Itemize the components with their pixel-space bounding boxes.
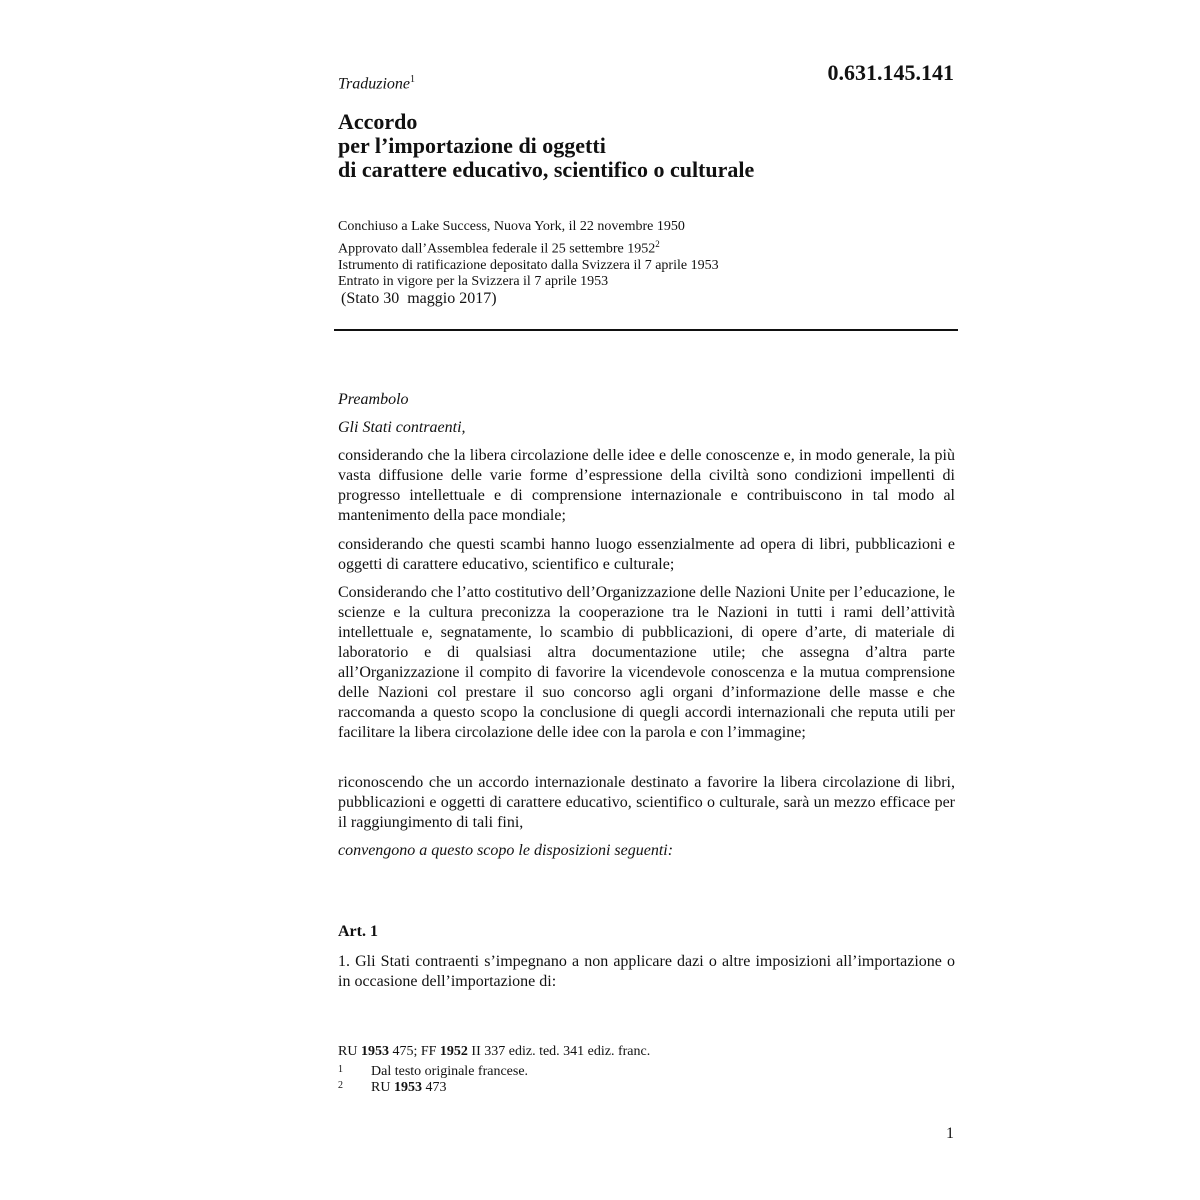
footnote-ref-1: 1 xyxy=(410,74,416,85)
preamble-paragraph-2: considerando che questi scambi hanno luogo essenzialmente ad opera di libri, pubblicazioni e oggetti di carattere educativo, scientifico e culturale; xyxy=(338,536,955,573)
status-date: (Stato 30 maggio 2017) xyxy=(341,290,497,307)
footnote-2-year: 1953 xyxy=(393,1080,422,1095)
meta-concluded: Conchiuso a Lake Success, Nuova York, il 22 novembre 1950 xyxy=(338,219,685,234)
footnote-1 xyxy=(338,1064,650,1080)
footnote-2-number: 2 xyxy=(338,1080,343,1091)
preamble-closing: convengono a questo scopo le disposizioni seguenti: xyxy=(338,842,674,859)
preamble-parties: Gli Stati contraenti, xyxy=(338,419,466,436)
translation-label: Traduzione xyxy=(338,75,411,93)
preamble-paragraph-1: considerando che la libera circolazione delle idee e delle conoscenze e, in modo generale, la più vasta diffusione delle varie forme d’espressione della civiltà sono condizioni impellenti di progresso intellettuale e di comprensione internazionale e contribuiscono in tal modo al mantenimento della pace mondiale; xyxy=(338,447,955,524)
footnote-1-text: Dal testo originale francese. xyxy=(371,1064,529,1079)
preamble-heading: Preambolo xyxy=(338,391,409,408)
document-label xyxy=(338,74,415,93)
meta-ratification: Istrumento di ratificazione depositato dalla Svizzera il 7 aprile 1953 xyxy=(338,257,719,273)
source-ru-prefix: RU xyxy=(338,1044,361,1059)
footnote-ref-2: 2 xyxy=(655,238,660,249)
source-ff-year: 1952 xyxy=(439,1044,468,1059)
page-number: 1 xyxy=(946,1125,954,1142)
source-ru-year: 1953 xyxy=(360,1044,389,1059)
article-1-text: 1. Gli Stati contraenti s’impegnano a non applicare dazi o altre imposizioni all’importazione o in occasione dell’importazione di: xyxy=(338,953,955,990)
footnote-source xyxy=(338,1044,650,1060)
footnote-2 xyxy=(338,1080,650,1096)
meta-approved-text: Approvato dall’Assemblea federale il 25 settembre 1952 xyxy=(338,241,656,257)
source-ff-rest: II 337 ediz. ted. 341 ediz. franc. xyxy=(467,1044,651,1059)
document-title xyxy=(338,110,754,182)
title-line-3: di carattere educativo, scientifico o culturale xyxy=(338,157,755,182)
meta-approved xyxy=(338,236,719,258)
document-metadata xyxy=(338,219,719,291)
article-1-heading: Art. 1 xyxy=(338,923,378,940)
footnote-2-rest: 473 xyxy=(421,1080,447,1095)
source-ru-rest: 475; FF xyxy=(388,1044,440,1059)
header-divider xyxy=(334,329,958,331)
meta-in-force: Entrato in vigore per la Svizzera il 7 aprile 1953 xyxy=(338,274,609,290)
title-line-2: per l’importazione di oggetti xyxy=(338,133,606,158)
title-line-1: Accordo xyxy=(338,109,418,134)
footnote-2-text xyxy=(371,1080,446,1096)
sr-number: 0.631.145.141 xyxy=(827,60,954,85)
preamble-paragraph-4: riconoscendo che un accordo internazionale destinato a favorire la libera circolazione di libri, pubblicazioni e oggetti di carattere educativo, scientifico o culturale, sarà un mezzo efficace per il raggiungimento di tali fini, xyxy=(338,774,955,831)
footnote-2-prefix: RU xyxy=(371,1080,394,1095)
footnote-1-number: 1 xyxy=(338,1064,343,1075)
preamble-paragraph-3: Considerando che l’atto costitutivo dell’Organizzazione delle Nazioni Unite per l’educazione, le scienze e la cultura preconizza la cooperazione tra le Nazioni in tutti i rami dell’attività intellettuale e, segnatamente, lo scambio di pubblicazioni, di opere d’arte, di materiale di laboratorio e di qualsiasi altra documentazione utile; che assegna d’altra parte all’Organizzazione il compito di favorire la vicendevole conoscenza e la mutua comprensione delle Nazioni col prestare il suo concorso agli organi d’informazione delle masse e che raccomanda a questo scopo la conclusione di quegli accordi internazionali che reputa utili per facilitare la libera circolazione delle idee con la parola e con l’immagine; xyxy=(338,584,955,741)
footnotes xyxy=(338,1044,650,1096)
